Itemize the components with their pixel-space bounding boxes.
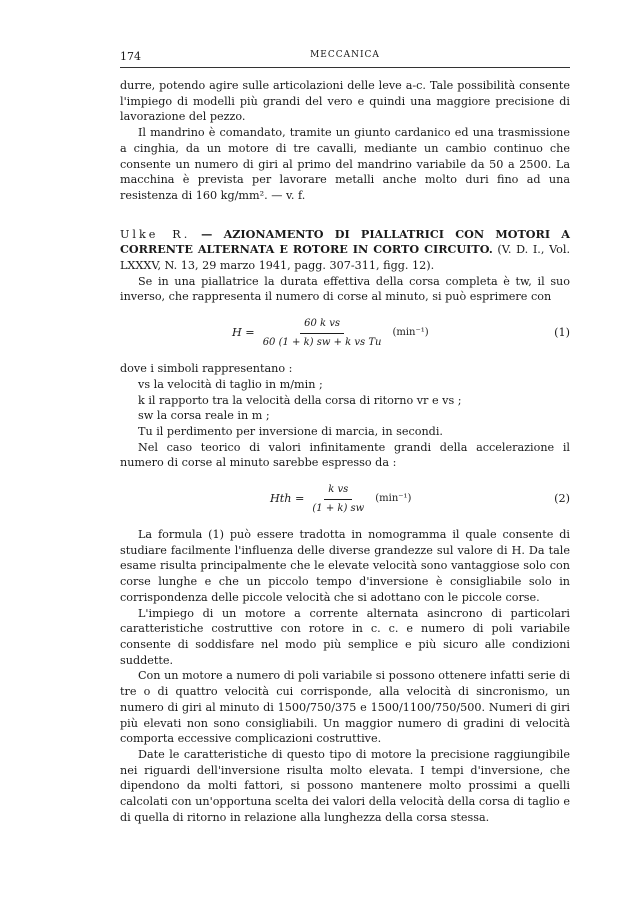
symbol-item: sw la corsa reale in m ;: [138, 409, 270, 423]
paragraph-theoretical-case: Nel caso teorico di valori infinitamente grandi della accelerazione il numero di corse al minuto sarebbe espresso da :: [120, 440, 570, 470]
symbols-list: [120, 377, 570, 440]
article-heading: [120, 227, 570, 274]
symbol-item: k il rapporto tra la velocità della corsa di ritorno vr e vs ;: [138, 393, 462, 407]
formula-2: [120, 477, 570, 521]
paragraph-continued: durre, potendo agire sulle articolazioni delle leve a-c. Tale possibilità consente l'impiego di modelli più grandi del vero e quindi una maggiore precisione di lavorazione del pezzo.: [120, 79, 570, 124]
symbol-item: Tu il perdimento per inversione di marcia, in secondi.: [138, 424, 443, 438]
formula-1-unit: (min⁻¹): [392, 327, 429, 339]
page-header: [120, 50, 570, 68]
paragraph-nomogram: La formula (1) può essere tradotta in nomogramma il quale consente di studiare facilmente l'influenza delle diverse grandezze sul valore di H. Da tale esame risulta principalmente che le elevate velocità sono vantaggiose solo con corse lunghe e che un piccolo tempo d'inversione è consigliabile solo in corrispondenza delle piccole velocità che si adottano con le piccole corse.: [120, 528, 570, 604]
formula-1: [120, 311, 570, 355]
page-body: [120, 78, 570, 825]
page-number: 174: [120, 50, 141, 63]
paragraph-inversion-precision: Date le caratteristiche di questo tipo di motore la precisione raggiungibile nei riguardi dell'inversione risulta molto elevata. I tempi d'inversione, che dipendono da molti fattori, si possono mantenere molto prossimi a quelli calcolati con un'opportuna scelta dei valori della velocità della corsa di taglio e di quella di ritorno in relazione alla lunghezza della corsa stessa.: [120, 747, 570, 824]
formula-1-lhs: H =: [232, 326, 255, 340]
symbols-intro: dove i simboli rappresentano :: [120, 362, 293, 376]
formula-2-number: (2): [554, 492, 570, 506]
paragraph-pole-variable: Con un motore a numero di poli variabile si possono ottenere infatti serie di tre o di quattro velocità cui corrisponde, alla velocità di sincronismo, un numero di giri al minuto di 1500/750/375 e 1500/1100/750/500. Numeri di giri più elevati non sono consigliabili. Un maggior numero di gradini di velocità comporta eccessive complicazioni costruttive.: [120, 669, 570, 746]
paragraph-intro-formula: Se in una piallatrice la durata effettiva della corsa completa è tw, il suo inverso, che rappresenta il numero di corse al minuto, si può esprimere con: [120, 274, 570, 304]
article-author: Ulke R.: [120, 227, 191, 241]
symbol-item: vs la velocità di taglio in m/min ;: [138, 377, 323, 391]
formula-1-numerator: 60 k vs: [300, 316, 344, 334]
formula-2-unit: (min⁻¹): [375, 493, 412, 505]
formula-1-denominator: 60 (1 + k) sw + k vs Tu: [262, 336, 382, 348]
formula-2-lhs: Hth =: [270, 492, 305, 506]
article-citation: (V. D. I., Vol. LXXXV, N. 13, 29 marzo 1941, pagg. 307-311, figg. 12).: [120, 243, 570, 273]
paragraph-motor-ac: L'impiego di un motore a corrente alternata asincrono di particolari caratteristiche costruttive con rotore in c. c. e numero di poli variabile consente di soddisfare nel modo più semplice e più sicuro alle condizioni suddette.: [120, 606, 570, 667]
formula-2-denominator: (1 + k) sw: [312, 502, 365, 514]
paragraph-mandrino: Il mandrino è comandato, tramite un giunto cardanico ed una trasmissione a cinghia, da un motore di tre cavalli, mediante un cambio continuo che consente un numero di giri al primo del mandrino variabile da 50 a 2500. La macchina è prevista per lavorare metalli anche molto duri fino ad una resistenza di 160 kg/mm². — v. f.: [120, 126, 570, 202]
formula-1-number: (1): [554, 326, 570, 340]
page: [120, 50, 570, 825]
article-title: — AZIONAMENTO DI PIALLATRICI CON MOTORI A CORRENTE ALTERNATA E ROTORE IN CORTO CIRCUITO.: [120, 226, 570, 257]
formula-2-numerator: k vs: [324, 482, 352, 500]
running-title: MECCANICA: [310, 50, 380, 60]
